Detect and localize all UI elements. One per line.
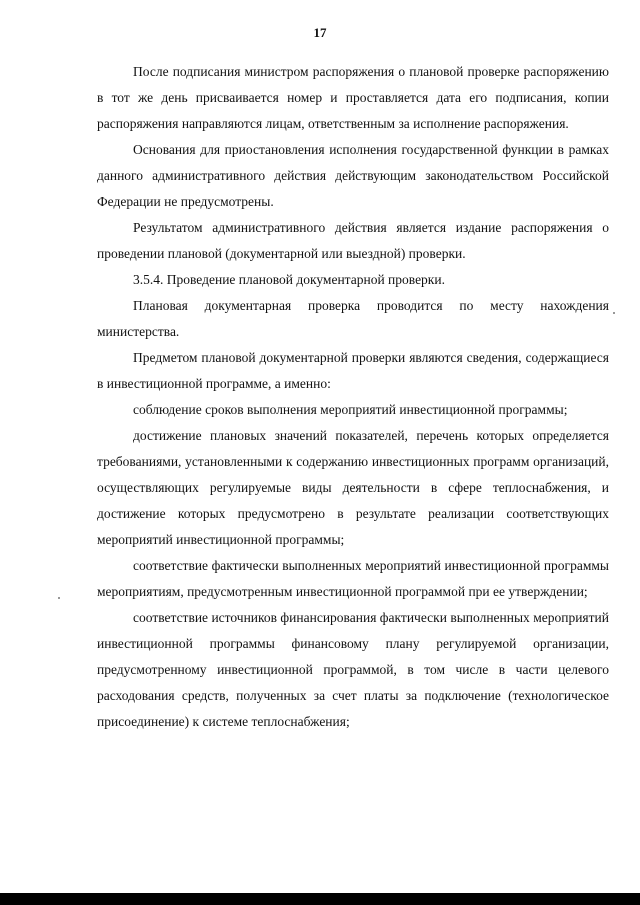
list-item-financing-sources: соответствие источников финансирования фактически выполненных мероприятий инвестиционной программы финансовому плану регулируемой организации, предусмотренному инвестиционной программой, в том числе в части целевого расходования средств, полученных за счет платы за подключение (технологическое присоединение) к системе теплоснабжения; bbox=[97, 610, 609, 729]
list-item-deadlines: соблюдение сроков выполнения мероприятий инвестиционной программы; bbox=[133, 402, 568, 417]
page-number: 17 bbox=[313, 25, 327, 40]
scan-speck bbox=[613, 312, 615, 314]
list-item-activities-compliance: соответствие фактически выполненных мероприятий инвестиционной программы мероприятиям, предусмотренным инвестиционной программой при ее утверждении; bbox=[97, 558, 609, 599]
scan-speck bbox=[58, 597, 60, 599]
section-heading-3-5-4: 3.5.4. Проведение плановой документарной проверки. bbox=[133, 272, 445, 287]
paragraph-signing-order: После подписания министром распоряжения о плановой проверке распоряжению в тот же день присваивается номер и проставляется дата его подписания, копии распоряжения направляются лицам, ответственным за исполнение распоряжения. bbox=[97, 64, 609, 131]
body-text bbox=[97, 59, 609, 735]
paragraph-inspection-subject: Предметом плановой документарной проверки являются сведения, содержащиеся в инвестиционной программе, а именно: bbox=[97, 350, 609, 391]
paragraph-suspension-grounds: Основания для приостановления исполнения государственной функции в рамках данного административного действия действующим законодательством Российской Федерации не предусмотрены. bbox=[97, 142, 609, 209]
list-item-indicators: достижение плановых значений показателей, перечень которых определяется требованиями, установленными к содержанию инвестиционных программ организаций, осуществляющих регулируемые виды деятельности в сфере теплоснабжения, и достижение которых предусмотрено в результате реализации соответствующих мероприятий инвестиционной программы; bbox=[97, 428, 609, 547]
paragraph-inspection-location: Плановая документарная проверка проводится по месту нахождения министерства. bbox=[97, 298, 609, 339]
paragraph-action-result: Результатом административного действия является издание распоряжения о проведении плановой (документарной или выездной) проверки. bbox=[97, 220, 609, 261]
scan-edge-bar bbox=[0, 893, 640, 905]
